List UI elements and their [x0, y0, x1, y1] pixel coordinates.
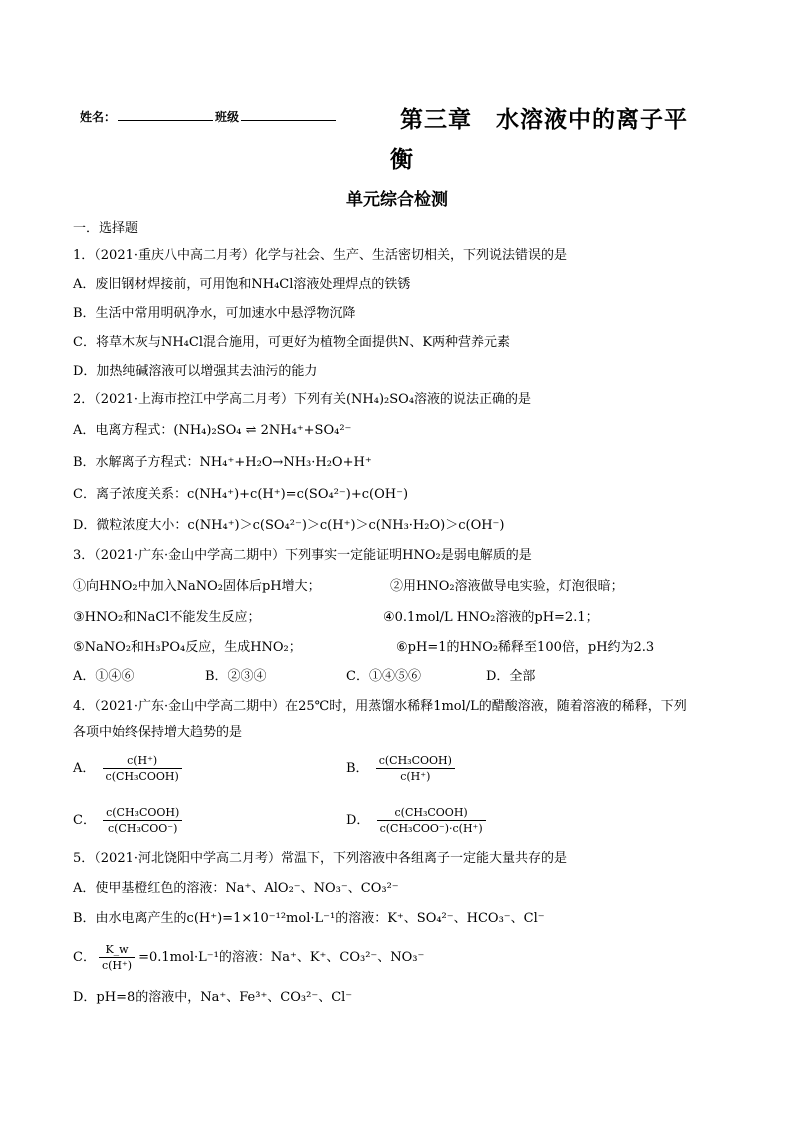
student-info: [80, 108, 338, 125]
chapter-title: 第三章 水溶液中的离子平: [400, 106, 688, 133]
name-blank[interactable]: [118, 108, 213, 121]
q3-statement-2: ②用HNO₂溶液做导电实验，灯泡很暗；: [390, 579, 624, 594]
q5-option-a: A．使甲基橙红色的溶液：Na⁺、AlO₂⁻、NO₃⁻、CO₃²⁻: [73, 881, 399, 896]
q4-option-c: [73, 805, 185, 836]
q3-statement-4: ④0.1mol/L HNO₂溶液的pH=2.1；: [383, 610, 599, 625]
chapter-title-continued: 衡: [390, 146, 413, 173]
q5-option-c-rest: =0.1mol·L⁻¹的溶液：Na⁺、K⁺、CO₃²⁻、NO₃⁻: [138, 950, 425, 965]
q4-option-d-denominator: c(CH₃COO⁻)·c(H⁺): [379, 822, 483, 835]
q2-stem: 2．（2021·上海市控江中学高二月考）下列有关(NH₄)₂SO₄溶液的说法正确的是: [73, 392, 532, 407]
q4-option-c-denominator: c(CH₃COO⁻): [107, 822, 178, 835]
q5-option-c-denominator: c(H⁺): [101, 959, 133, 972]
q4-option-a-numerator: c(H⁺): [103, 753, 182, 769]
q4-option-d: [346, 805, 489, 836]
q4-option-b: [346, 753, 458, 784]
q5-option-b: B．由水电离产生的c(H⁺)=1×10⁻¹²mol·L⁻¹的溶液：K⁺、SO₄²⁻、HCO₃⁻、Cl⁻: [73, 911, 545, 926]
q3-option-c: C．①④⑤⑥: [346, 669, 421, 684]
q2-option-d: D．微粒浓度大小：c(NH₄⁺)＞c(SO₄²⁻)＞c(H⁺)＞c(NH₃·H₂O)＞c(OH⁻): [73, 518, 505, 533]
q4-option-d-label: D．: [346, 813, 370, 828]
q4-option-b-label: B．: [346, 761, 369, 776]
q5-option-d: D．pH=8的溶液中，Na⁺、Fe³⁺、CO₃²⁻、Cl⁻: [73, 990, 353, 1005]
q3-option-a: A．①④⑥: [73, 669, 135, 684]
q3-statement-1: ①向HNO₂中加入NaNO₂固体后pH增大；: [73, 579, 321, 594]
q2-option-c: C．离子浓度关系：c(NH₄⁺)+c(H⁺)=c(SO₄²⁻)+c(OH⁻): [73, 487, 409, 502]
q3-statement-3: ③HNO₂和NaCl不能发生反应；: [73, 610, 261, 625]
q2-option-b: B．水解离子方程式：NH₄⁺+H₂O→NH₃·H₂O+H⁺: [73, 455, 372, 470]
q4-option-c-label: C．: [73, 813, 96, 828]
q4-stem-line-2: 各项中始终保持增大趋势的是: [73, 725, 243, 740]
q3-option-d: D．全部: [486, 669, 536, 684]
q5-option-c-fraction: [99, 942, 135, 973]
q1-option-b: B．生活中常用明矾净水，可加速水中悬浮物沉降: [73, 306, 356, 321]
q4-option-a-denominator: c(CH₃COOH): [105, 770, 179, 783]
q5-option-c-label: C．: [73, 950, 96, 965]
q4-stem-line-1: 4．（2021·广东·金山中学高二期中）在25℃时，用蒸馏水稀释1mol/L的醋酸溶液，随着溶液的稀释，下列: [73, 699, 687, 714]
q3-statement-5: ⑤NaNO₂和H₃PO₄反应，生成HNO₂；: [73, 640, 302, 655]
q1-option-c: C．将草木灰与NH₄Cl混合施用，可更好为植物全面提供N、K两种营养元素: [73, 335, 511, 350]
q3-option-b: B．②③④: [205, 669, 267, 684]
q4-option-b-fraction: [376, 753, 455, 784]
name-label: 姓名：: [80, 110, 117, 124]
q4-option-b-denominator: c(H⁺): [400, 770, 431, 783]
q4-option-d-fraction: [377, 805, 486, 836]
q5-option-c-numerator: K_w: [99, 942, 135, 958]
q4-option-a: [73, 753, 185, 784]
q4-option-a-fraction: [103, 753, 182, 784]
q5-stem: 5．（2021·河北饶阳中学高二月考）常温下，下列溶液中各组离子一定能大量共存的是: [73, 851, 567, 866]
q1-option-a: A．废旧钢材焊接前，可用饱和NH₄Cl溶液处理焊点的铁锈: [73, 277, 411, 292]
q4-option-c-fraction: [103, 805, 182, 836]
class-blank[interactable]: [241, 108, 336, 121]
q4-option-b-numerator: c(CH₃COOH): [376, 753, 455, 769]
q3-stem: 3．（2021·广东·金山中学高二期中）下列事实一定能证明HNO₂是弱电解质的是: [73, 548, 532, 563]
q1-stem: 1．（2021·重庆八中高二月考）化学与社会、生产、生活密切相关，下列说法错误的是: [73, 248, 567, 263]
q1-option-d: D．加热纯碱溶液可以增强其去油污的能力: [73, 364, 318, 379]
q4-option-d-numerator: c(CH₃COOH): [377, 805, 486, 821]
section-title: 一．选择题: [73, 221, 139, 236]
q3-statement-6: ⑥pH=1的HNO₂稀释至100倍，pH约为2.3: [396, 640, 655, 655]
q5-option-c: [73, 942, 424, 973]
q2-option-a: A．电离方程式：(NH₄)₂SO₄ ⇌ 2NH₄⁺+SO₄²⁻: [73, 423, 352, 438]
q4-option-a-label: A．: [73, 761, 96, 776]
class-label: 班级: [215, 110, 240, 124]
q4-option-c-numerator: c(CH₃COOH): [103, 805, 182, 821]
page-subtitle: 单元综合检测: [346, 190, 448, 210]
